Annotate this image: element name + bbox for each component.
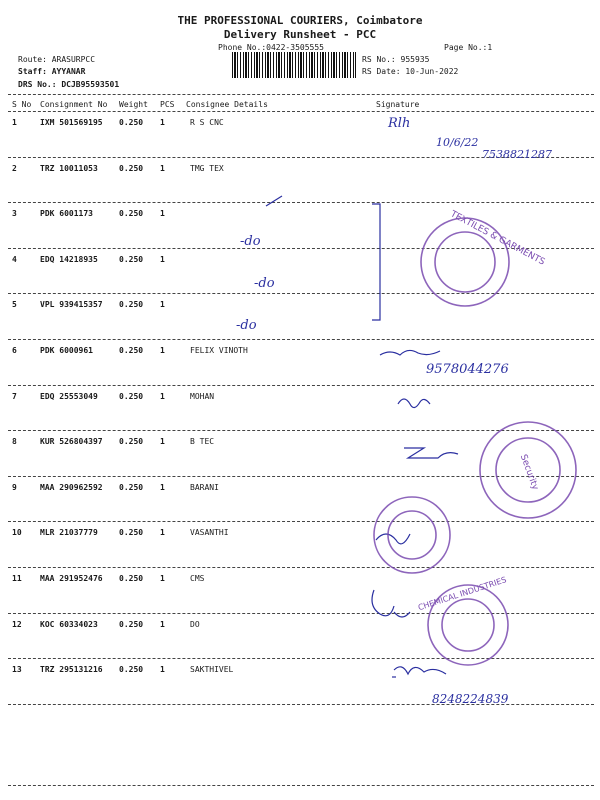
- cell-consignment: IXM 501569195: [40, 118, 103, 127]
- cell-weight: 0.250: [119, 528, 144, 538]
- col-consignment: Consignment No: [40, 100, 108, 109]
- cell-sno: 10: [12, 528, 22, 538]
- signature-row-13: [394, 667, 446, 674]
- cell-weight: 0.250: [119, 209, 144, 219]
- cell-weight: 0.250: [119, 391, 144, 401]
- rs-date: RS Date: 10-Jun-2022: [362, 67, 459, 76]
- route: Route: ARASURPCC: [18, 55, 96, 64]
- col-consignee: Consignee Details: [186, 100, 268, 109]
- divider: [8, 785, 594, 786]
- signature-row-11: [372, 590, 394, 616]
- cell-weight: 0.250: [119, 665, 144, 675]
- cell-pcs: 1: [160, 665, 165, 675]
- cell-pcs: 1: [160, 437, 165, 447]
- cell-consignment: VPL 939415357: [40, 300, 103, 310]
- cell-consignee: R S CNC: [190, 118, 224, 127]
- handwritten-phone: 7538821287: [482, 148, 552, 161]
- handwritten-phone: 8248224839: [432, 692, 509, 706]
- rs-number: RS No.: 955935: [362, 55, 430, 64]
- cell-weight: 0.250: [119, 254, 144, 264]
- ditto-mark: -do: [254, 276, 275, 291]
- signature-row-10: [376, 534, 410, 544]
- handwritten-date: 10/6/22: [436, 136, 479, 149]
- cell-sno: 12: [12, 619, 22, 629]
- cell-weight: 0.250: [119, 437, 144, 447]
- cell-consignee: MOHAN: [190, 391, 215, 401]
- cell-pcs: 1: [160, 528, 165, 538]
- company-stamp: [374, 497, 450, 573]
- runsheet-title: Delivery Runsheet - PCC: [223, 28, 377, 41]
- cell-consignee: TMG TEX: [190, 163, 224, 173]
- cell-weight: 0.250: [119, 163, 144, 173]
- cell-consignment: TRZ 10011053: [40, 163, 98, 173]
- cell-pcs: 1: [160, 254, 165, 264]
- cell-weight: 0.250: [119, 346, 144, 355]
- cell-sno: 11: [12, 574, 22, 583]
- col-pcs: PCS: [160, 100, 175, 109]
- cell-consignment: MLR 21037779: [40, 528, 98, 538]
- cell-sno: 4: [12, 254, 17, 264]
- signature-row-12: [394, 612, 410, 617]
- cell-weight: 0.250: [119, 482, 144, 492]
- company-name: THE PROFESSIONAL COURIERS, Coimbatore: [177, 14, 423, 27]
- cell-sno: 1: [12, 118, 17, 127]
- cell-sno: 5: [12, 300, 17, 310]
- signature-row-8: [404, 448, 458, 458]
- cell-consignee: SAKTHIVEL: [190, 665, 234, 675]
- cell-consignee: FELIX VINOTH: [190, 346, 248, 355]
- cell-consignment: EDQ 14218935: [40, 254, 98, 264]
- cell-consignment: KOC 60334023: [40, 619, 98, 629]
- cell-weight: 0.250: [119, 118, 144, 127]
- cell-pcs: 1: [160, 300, 165, 310]
- cell-weight: 0.250: [119, 300, 144, 310]
- cell-sno: 3: [12, 209, 17, 219]
- cell-pcs: 1: [160, 346, 165, 355]
- cell-sno: 6: [12, 346, 17, 355]
- cell-consignment: TRZ 295131216: [40, 665, 103, 675]
- cell-consignment: EDQ 25553049: [40, 391, 98, 401]
- cell-pcs: 1: [160, 619, 165, 629]
- cell-pcs: 1: [160, 391, 165, 401]
- stamp-text: Security: [517, 453, 540, 492]
- cell-pcs: 1: [160, 209, 165, 219]
- handwritten-phone: 9578044276: [426, 362, 509, 377]
- cell-sno: 7: [12, 391, 17, 401]
- ditto-mark: -do: [236, 318, 257, 333]
- cell-consignment: PDK 6000961: [40, 346, 93, 355]
- cell-pcs: 1: [160, 574, 165, 583]
- cell-pcs: 1: [160, 163, 165, 173]
- col-sno: S No: [12, 100, 32, 109]
- cell-consignee: DO: [190, 619, 200, 629]
- page-number: Page No.:1: [444, 43, 493, 52]
- cell-weight: 0.250: [119, 619, 144, 629]
- cell-consignee: B TEC: [190, 437, 215, 447]
- bracket-mark: [372, 204, 380, 320]
- cell-consignee: BARANI: [190, 482, 219, 492]
- cell-sno: 8: [12, 437, 17, 447]
- pen-stroke: [266, 196, 282, 206]
- stamp-text: CHEMICAL INDUSTRIES: [416, 575, 508, 613]
- cell-consignee: CMS: [190, 574, 205, 583]
- cell-consignee: VASANTHI: [190, 528, 229, 538]
- cell-pcs: 1: [160, 118, 165, 127]
- col-signature: Signature: [376, 100, 420, 109]
- cell-weight: 0.250: [119, 574, 144, 583]
- drs-number: DRS No.: DCJB95593501: [18, 80, 120, 89]
- cell-consignment: PDK 6001173: [40, 209, 93, 219]
- ditto-mark: -do: [240, 234, 261, 249]
- phone-number: Phone No.:0422-3505555: [218, 43, 324, 52]
- signature-row-6: [380, 350, 440, 355]
- cell-consignment: KUR 526804397: [40, 437, 103, 447]
- cell-consignment: MAA 291952476: [40, 574, 103, 583]
- staff: Staff: AYYANAR: [18, 67, 86, 76]
- signature-row-7: [398, 399, 430, 408]
- cell-consignment: MAA 290962592: [40, 482, 103, 492]
- cell-sno: 2: [12, 163, 17, 173]
- cell-sno: 9: [12, 482, 17, 492]
- cell-pcs: 1: [160, 482, 165, 492]
- signature-mark: Rlh: [388, 116, 411, 131]
- cell-sno: 13: [12, 665, 22, 675]
- col-weight: Weight: [119, 100, 148, 109]
- stamp-text: TEXTILES & GARMENTS: [448, 209, 547, 268]
